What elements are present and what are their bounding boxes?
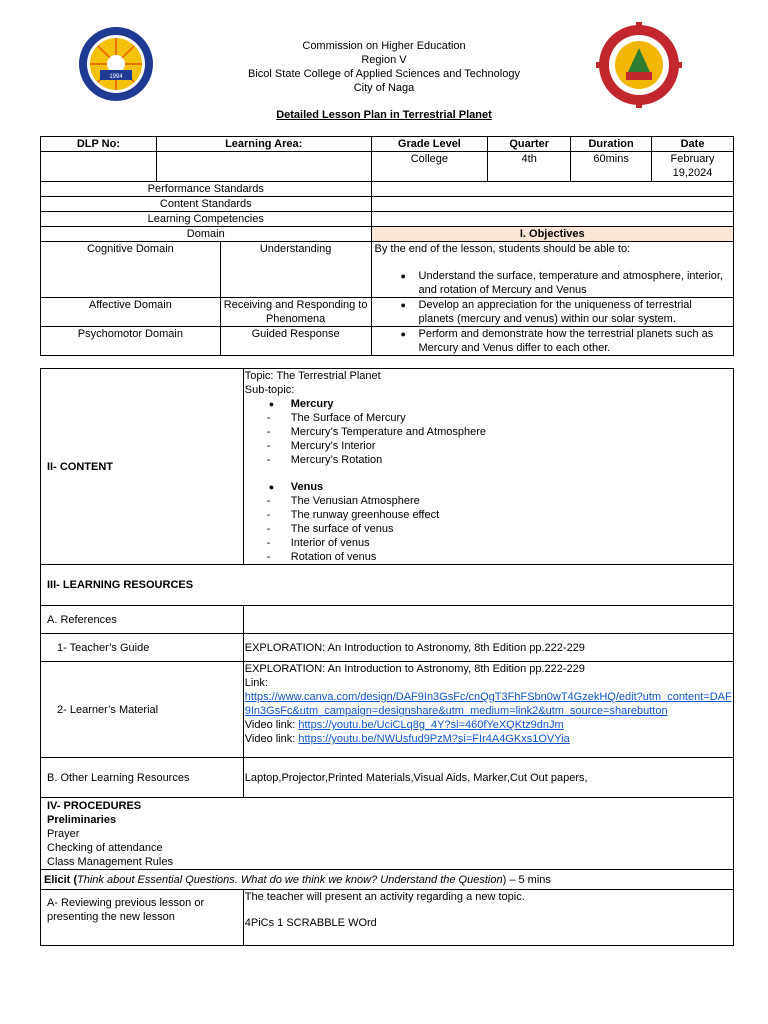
psychomotor-objective-item: ● Perform and demonstrate how the terrestrial planets such as Mercury and Venus differ to each other.: [403, 327, 730, 355]
learner-material-row: [41, 662, 734, 758]
review-row: [41, 890, 734, 946]
duration-header: Duration: [571, 137, 652, 152]
date-value: February 19,2024: [652, 152, 734, 182]
quarter-header: Quarter: [488, 137, 571, 152]
list-item: Checking of attendance: [47, 842, 163, 854]
elicit-question: Think about Essential Questions. What do we think we know? Understand the Question: [77, 873, 503, 886]
list-item: Class Management Rules: [47, 856, 173, 868]
quarter-value: 4th: [488, 152, 571, 182]
mercury-heading: ● Mercury: [245, 397, 733, 411]
elicit-label: Elicit (: [44, 873, 78, 886]
list-item: - Rotation of venus: [245, 550, 733, 564]
affective-objectives: [371, 298, 733, 327]
list-item: Prayer: [47, 828, 80, 840]
duration-value: 60mins: [571, 152, 652, 182]
grade-level-value: College: [371, 152, 488, 182]
table-row: [41, 242, 734, 298]
list-item: - The Surface of Mercury: [245, 411, 733, 425]
content-standards-label: Content Standards: [41, 197, 372, 212]
references-value: [243, 606, 733, 634]
grade-level-header: Grade Level: [371, 137, 488, 152]
cognitive-level: Understanding: [220, 242, 371, 298]
venus-heading: ● Venus: [245, 480, 733, 494]
header-line-3: Bicol State College of Applied Sciences and Technology: [248, 68, 520, 80]
lesson-body-table: [40, 368, 734, 946]
objectives-heading: I. Objectives: [371, 227, 733, 242]
teacher-guide-label: 1- Teacher’s Guide: [41, 634, 244, 662]
resources-row: [41, 565, 734, 606]
dlp-no-header: DLP No:: [41, 137, 157, 152]
list-item: - Mercury’s Interior: [245, 439, 733, 453]
preliminaries-label: Preliminaries: [47, 814, 117, 826]
table-header-row: [41, 137, 734, 152]
other-resources-label: B. Other Learning Resources: [41, 758, 244, 798]
canva-link[interactable]: https://www.canva.com/design/DAF9In3GsFc/cnQgT3FhFSbn0wT4GzekHQ/edit?utm_content=DAF9In3GsFc&utm_campaign=designshare&utm_medium=link2&utm_source=sharebutton: [244, 691, 732, 717]
table-row: [41, 197, 734, 212]
subtopic-label: Sub-topic:: [244, 384, 295, 396]
topic-text: Topic: The Terrestrial Planet: [244, 370, 381, 382]
psychomotor-domain-label: Psychomotor Domain: [41, 327, 221, 356]
affective-level: Receiving and Responding to Phenomena: [220, 298, 371, 327]
content-row: [41, 369, 734, 565]
resources-label: III- LEARNING RESOURCES: [41, 565, 734, 606]
table-row: [41, 227, 734, 242]
list-item: - Mercury’s Temperature and Atmosphere: [245, 425, 733, 439]
video-link-label: Video link:: [244, 719, 299, 731]
content-standards-value: [371, 197, 733, 212]
table-row: [41, 182, 734, 197]
content-label: II- CONTENT: [41, 369, 244, 565]
other-resources-row: [41, 758, 734, 798]
cognitive-objectives: [371, 242, 733, 298]
table-row: [41, 298, 734, 327]
list-item: - Interior of venus: [245, 536, 733, 550]
learning-competencies-label: Learning Competencies: [41, 212, 372, 227]
procedures-row: [41, 798, 734, 870]
lesson-info-table: [40, 136, 734, 356]
header-line-1: Commission on Higher Education: [302, 40, 466, 52]
svg-text:1994: 1994: [109, 74, 123, 80]
performance-standards-label: Performance Standards: [41, 182, 372, 197]
learner-material-label: 2- Learner’s Material: [41, 662, 244, 758]
elicit-duration: ) – 5 mins: [502, 873, 551, 886]
activity-text: 4PiCs 1 SCRABBLE WOrd: [244, 917, 377, 929]
institution-header: [0, 39, 768, 95]
learning-competencies-value: [371, 212, 733, 227]
references-label: A. References: [41, 606, 244, 634]
affective-domain-label: Affective Domain: [41, 298, 221, 327]
content-detail: [243, 369, 733, 565]
teacher-guide-row: [41, 634, 734, 662]
procedures-cell: [41, 798, 734, 870]
performance-standards-value: [371, 182, 733, 197]
video-link-label: Video link:: [244, 733, 299, 745]
review-label: A- Reviewing previous lesson or presenting the new lesson: [41, 890, 244, 946]
video-link-1[interactable]: https://youtu.be/UciCLq8g_4Y?si=460fYeXQKtz9dnJm: [298, 719, 564, 731]
procedures-label: IV- PROCEDURES: [47, 800, 142, 812]
dlp-no-value: [41, 152, 157, 182]
other-resources-value: Laptop,Projector,Printed Materials,Visual Aids, Marker,Cut Out papers,: [243, 758, 733, 798]
table-values-row: [41, 152, 734, 182]
header-line-2: Region V: [361, 54, 407, 66]
link-label: Link:: [244, 677, 268, 689]
learner-material-value: [243, 662, 733, 758]
cognitive-objective-item: ● Understand the surface, temperature and atmosphere, interior, and rotation of Mercury and Venus: [403, 269, 730, 297]
header-line-4: City of Naga: [353, 82, 415, 94]
date-header: Date: [652, 137, 734, 152]
table-row: [41, 327, 734, 356]
teacher-guide-value: EXPLORATION: An Introduction to Astronomy, 8th Edition pp.222-229: [243, 634, 733, 662]
elicit-row: [41, 870, 734, 890]
table-row: [41, 212, 734, 227]
review-text: The teacher will present an activity regarding a new topic.: [244, 891, 525, 903]
document-title: Detailed Lesson Plan in Terrestrial Planet: [276, 109, 492, 121]
psychomotor-objectives: [371, 327, 733, 356]
learning-area-header: Learning Area:: [156, 137, 371, 152]
affective-objective-item: ● Develop an appreciation for the uniqueness of terrestrial planets (mercury and venus) within our solar system.: [403, 298, 730, 326]
video-link-2[interactable]: https://youtu.be/NWUsfud9PzM?si=FIr4A4GKxs1OVYia: [298, 733, 570, 745]
list-item: - The surface of venus: [245, 522, 733, 536]
learning-area-value: [156, 152, 371, 182]
elicit-cell: [41, 870, 734, 890]
review-detail: [243, 890, 733, 946]
domain-label: Domain: [41, 227, 372, 242]
list-item: - The runway greenhouse effect: [245, 508, 733, 522]
cognitive-domain-label: Cognitive Domain: [41, 242, 221, 298]
references-row: [41, 606, 734, 634]
list-item: - Mercury’s Rotation: [245, 453, 733, 467]
learner-book: EXPLORATION: An Introduction to Astronomy, 8th Edition pp.222-229: [244, 663, 585, 675]
psychomotor-level: Guided Response: [220, 327, 371, 356]
list-item: - The Venusian Atmosphere: [245, 494, 733, 508]
cognitive-intro: By the end of the lesson, students should be able to:: [374, 243, 631, 255]
